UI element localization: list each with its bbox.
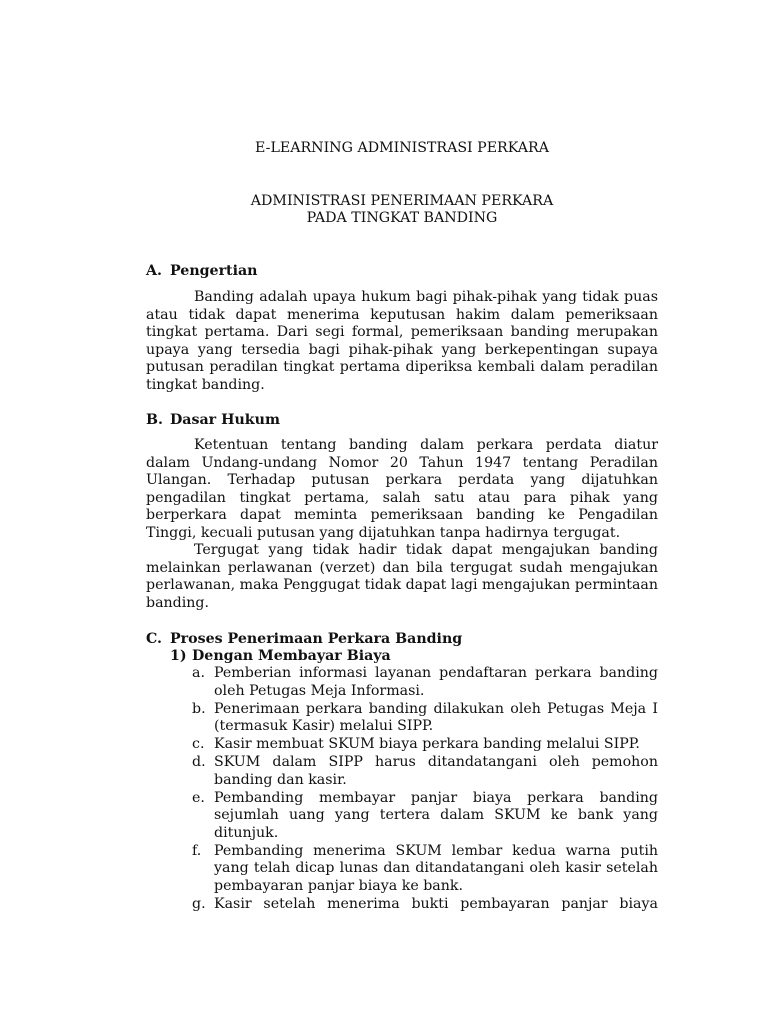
list-item-letter: c. [192,736,205,752]
document-title: E-LEARNING ADMINISTRASI PERKARA [255,140,549,156]
document-subtitle-line1: ADMINISTRASI PENERIMAAN PERKARA [250,193,554,209]
section-a-title: Pengertian [170,263,258,279]
section-c-sub-title: Dengan Membayar Biaya [192,648,391,664]
list-item-letter: d. [192,754,206,770]
list-item-letter: g. [192,895,206,912]
list-item-letter: e. [192,789,205,806]
section-c-heading [146,630,462,648]
section-b-title: Dasar Hukum [170,412,280,428]
section-b-number: B. [146,412,163,428]
list-item-text: Pemberian informasi layanan pendaftaran perkara banding oleh Petugas Meja Informasi. [214,665,658,699]
procedure-list [146,665,658,914]
section-c-number: C. [146,631,162,647]
section-a-heading [146,262,258,280]
document-subtitle-line2: PADA TINGKAT BANDING [306,210,498,226]
list-item [146,790,658,843]
section-c-subheading [170,647,391,665]
list-item [146,843,658,896]
list-item-text: Kasir membuat SKUM biaya perkara banding melalui SIPP. [214,736,640,752]
section-a-paragraph-1: Banding adalah upaya hukum bagi pihak-pihak yang tidak puas atau tidak dapat menerima keputusan hakim dalam pemeriksaan tingkat pertama. Dari segi formal, pemeriksaan banding merupakan upaya yang tersedia bagi pihak-pihak yang berkepentingan supaya putusan peradilan tingkat pertama diperiksa kembali dalam peradilan tingkat banding. [146,289,658,393]
list-item-text: Pembanding menerima SKUM lembar kedua warna putih yang telah dicap lunas dan ditandatangani oleh kasir setelah pembayaran panjar biaya ke bank. [214,842,658,894]
list-item [146,701,658,736]
section-c-sub-number: 1) [170,648,187,664]
list-item-letter: a. [192,665,205,681]
list-item-letter: b. [192,700,206,717]
list-item-text: Kasir setelah menerima bukti pembayaran panjar biaya [214,895,658,912]
section-b-paragraph-1: Ketentuan tentang banding dalam perkara perdata diatur dalam Undang-undang Nomor 20 Tahun 1947 tentang Peradilan Ulangan. Terhadap putusan perkara perdata yang dijatuhkan pengadilan tingkat pertama, salah satu atau para pihak yang berperkara dapat meminta pemeriksaan banding ke Pengadilan Tinggi, kecuali putusan yang dijatuhkan tanpa hadirnya tergugat. [146,437,658,541]
section-b-heading [146,411,280,429]
list-item-text: SKUM dalam SIPP harus ditandatangani oleh pemohon banding dan kasir. [214,754,658,788]
list-item-text: Pembanding membayar panjar biaya perkara banding sejumlah uang yang tertera dalam SKUM ke bank yang ditunjuk. [214,789,658,841]
list-item-letter: f. [192,842,202,859]
list-item-text: Penerimaan perkara banding dilakukan oleh Petugas Meja I (termasuk Kasir) melalui SIPP. [214,700,658,734]
list-item [146,665,658,700]
section-c-title: Proses Penerimaan Perkara Banding [170,631,463,647]
section-b-paragraph-2: Tergugat yang tidak hadir tidak dapat mengajukan banding melainkan perlawanan (verzet) dan bila tergugat sudah mengajukan perlawanan, maka Penggugat tidak dapat lagi mengajukan permintaan banding. [146,542,658,611]
list-item [146,736,658,754]
list-item [146,754,658,789]
list-item [146,896,658,914]
section-a-number: A. [146,263,162,279]
